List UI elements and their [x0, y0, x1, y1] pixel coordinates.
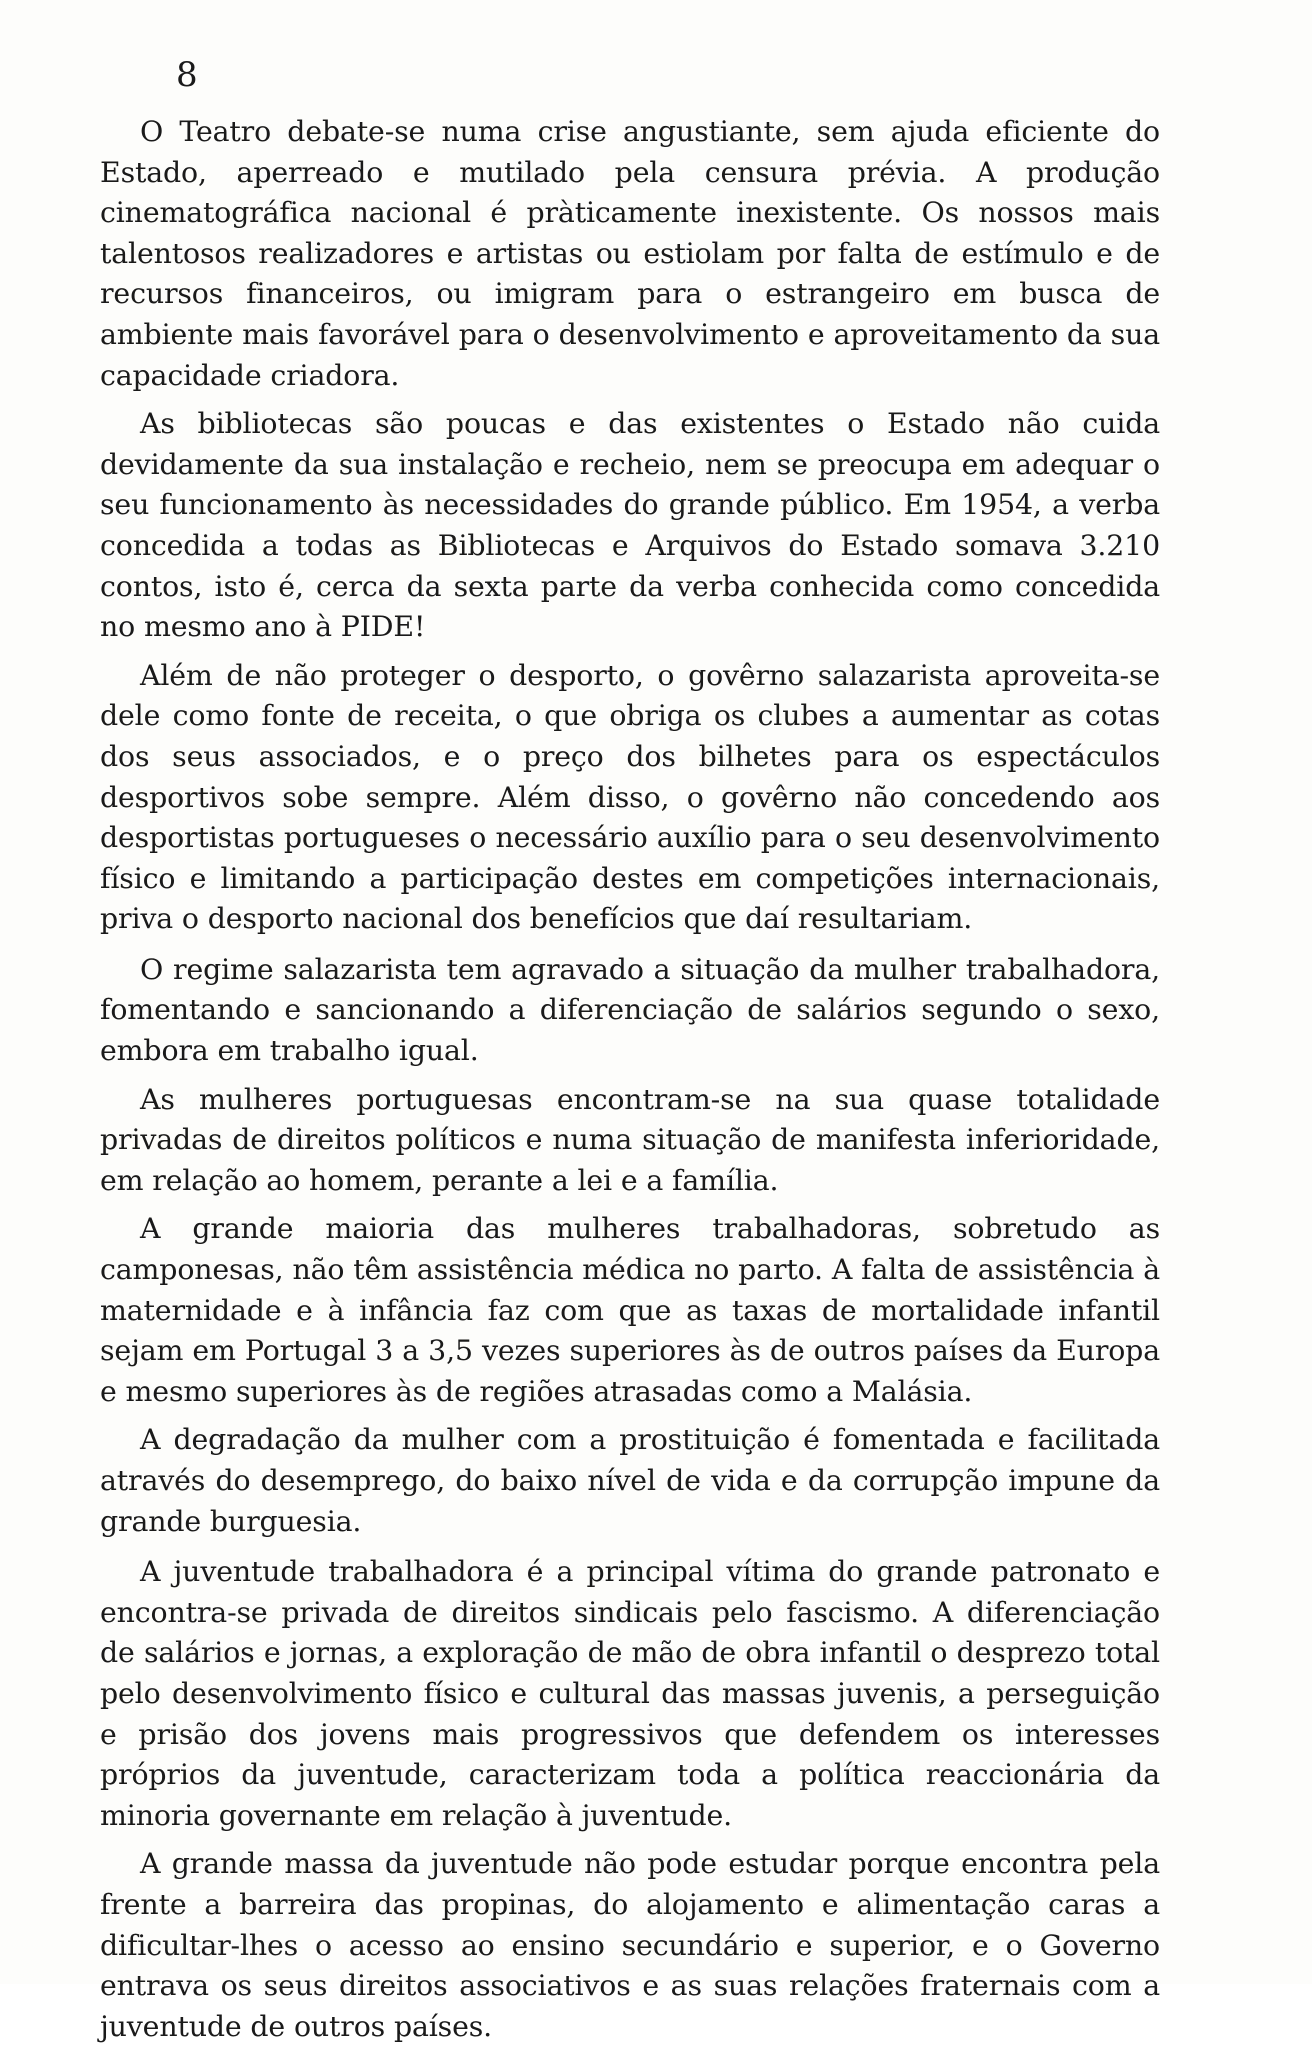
- paragraph-libraries: As bibliotecas são poucas e das existentes o Estado não cuida devidamente da sua instalação e recheio, nem se preocupa em adequar o seu funcionamento às necessidades do grande público. Em 1954, a verba concedida a todas as Bibliotecas e Arquivos do Estado somava 3.210 contos, isto é, cerca da sexta parte da verba conhecida como concedida no mesmo ano à PIDE!: [100, 407, 1160, 644]
- paragraph-youth-workers: A juventude trabalhadora é a principal vítima do grande patronato e encontra-se privada de direitos sindicais pelo fascismo. A diferenciação de salários e jornas, a exploração de mão de obra infantil o desprezo total pelo desenvolvimento físico e cultural das massas juvenis, a perseguição e prisão dos jovens mais progressivos que defendem os interesses próprios da juventude, caracterizam toda a política reaccionária da minoria governante em relação à juventude.: [100, 1555, 1160, 1832]
- paragraph-maternity: A grande maioria das mulheres trabalhadoras, sobretudo as camponesas, não têm assistência médica no parto. A falta de assistência à maternidade e à infância faz com que as taxas de mortalidade infantil sejam em Portugal 3 a 3,5 vezes superiores às de outros países da Europa e mesmo superiores às de regiões atrasadas como a Malásia.: [100, 1212, 1160, 1408]
- paragraph-youth-education: A grande massa da juventude não pode estudar porque encontra pela frente a barreira das propinas, do alojamento e alimentação caras a dificultar-lhes o acesso ao ensino secundário e superior, e o Governo entrava os seus direitos associativos e as suas relações fraternais com a juventude de outros países.: [100, 1847, 1160, 2043]
- paragraph-degradation: A degradação da mulher com a prostituição é fomentada e facilitada através do desemprego, do baixo nível de vida e da corrupção impune da grande burguesia.: [100, 1423, 1160, 1538]
- paragraph-theatre-cinema: O Teatro debate-se numa crise angustiante, sem ajuda eficiente do Estado, aperreado e mutilado pela censura prévia. A produção cinematográfica nacional é pràticamente inexistente. Os nossos mais talentosos realizadores e artistas ou estiolam por falta de estímulo e de recursos financeiros, ou imigram para o estrangeiro em busca de ambiente mais favorável para o desenvolvimento e aproveitamento da sua capacidade criadora.: [100, 115, 1160, 392]
- body-text: [100, 112, 1160, 2055]
- paragraph-women-rights: As mulheres portuguesas encontram-se na sua quase totalidade privadas de direitos políticos e numa situação de manifesta inferioridade, em relação ao homem, perante a lei e a família.: [100, 1082, 1160, 1197]
- paragraph-sport: Além de não proteger o desporto, o govêrno salazarista aproveita-se dele como fonte de receita, o que obriga os clubes a aumentar as cotas dos seus associados, e o preço dos bilhetes para os espectáculos desportivos sobe sempre. Além disso, o govêrno não concedendo aos desportistas portugueses o necessário auxílio para o seu desenvolvimento físico e limitando a participação destes em competições internacionais, priva o desporto nacional dos benefícios que daí resultariam.: [100, 658, 1160, 936]
- page-number: 8: [176, 55, 198, 95]
- paragraph-women-wages: O regime salazarista tem agravado a situação da mulher trabalhadora, fomentando e sancionando a diferenciação de salários segundo o sexo, embora em trabalho igual.: [100, 952, 1160, 1068]
